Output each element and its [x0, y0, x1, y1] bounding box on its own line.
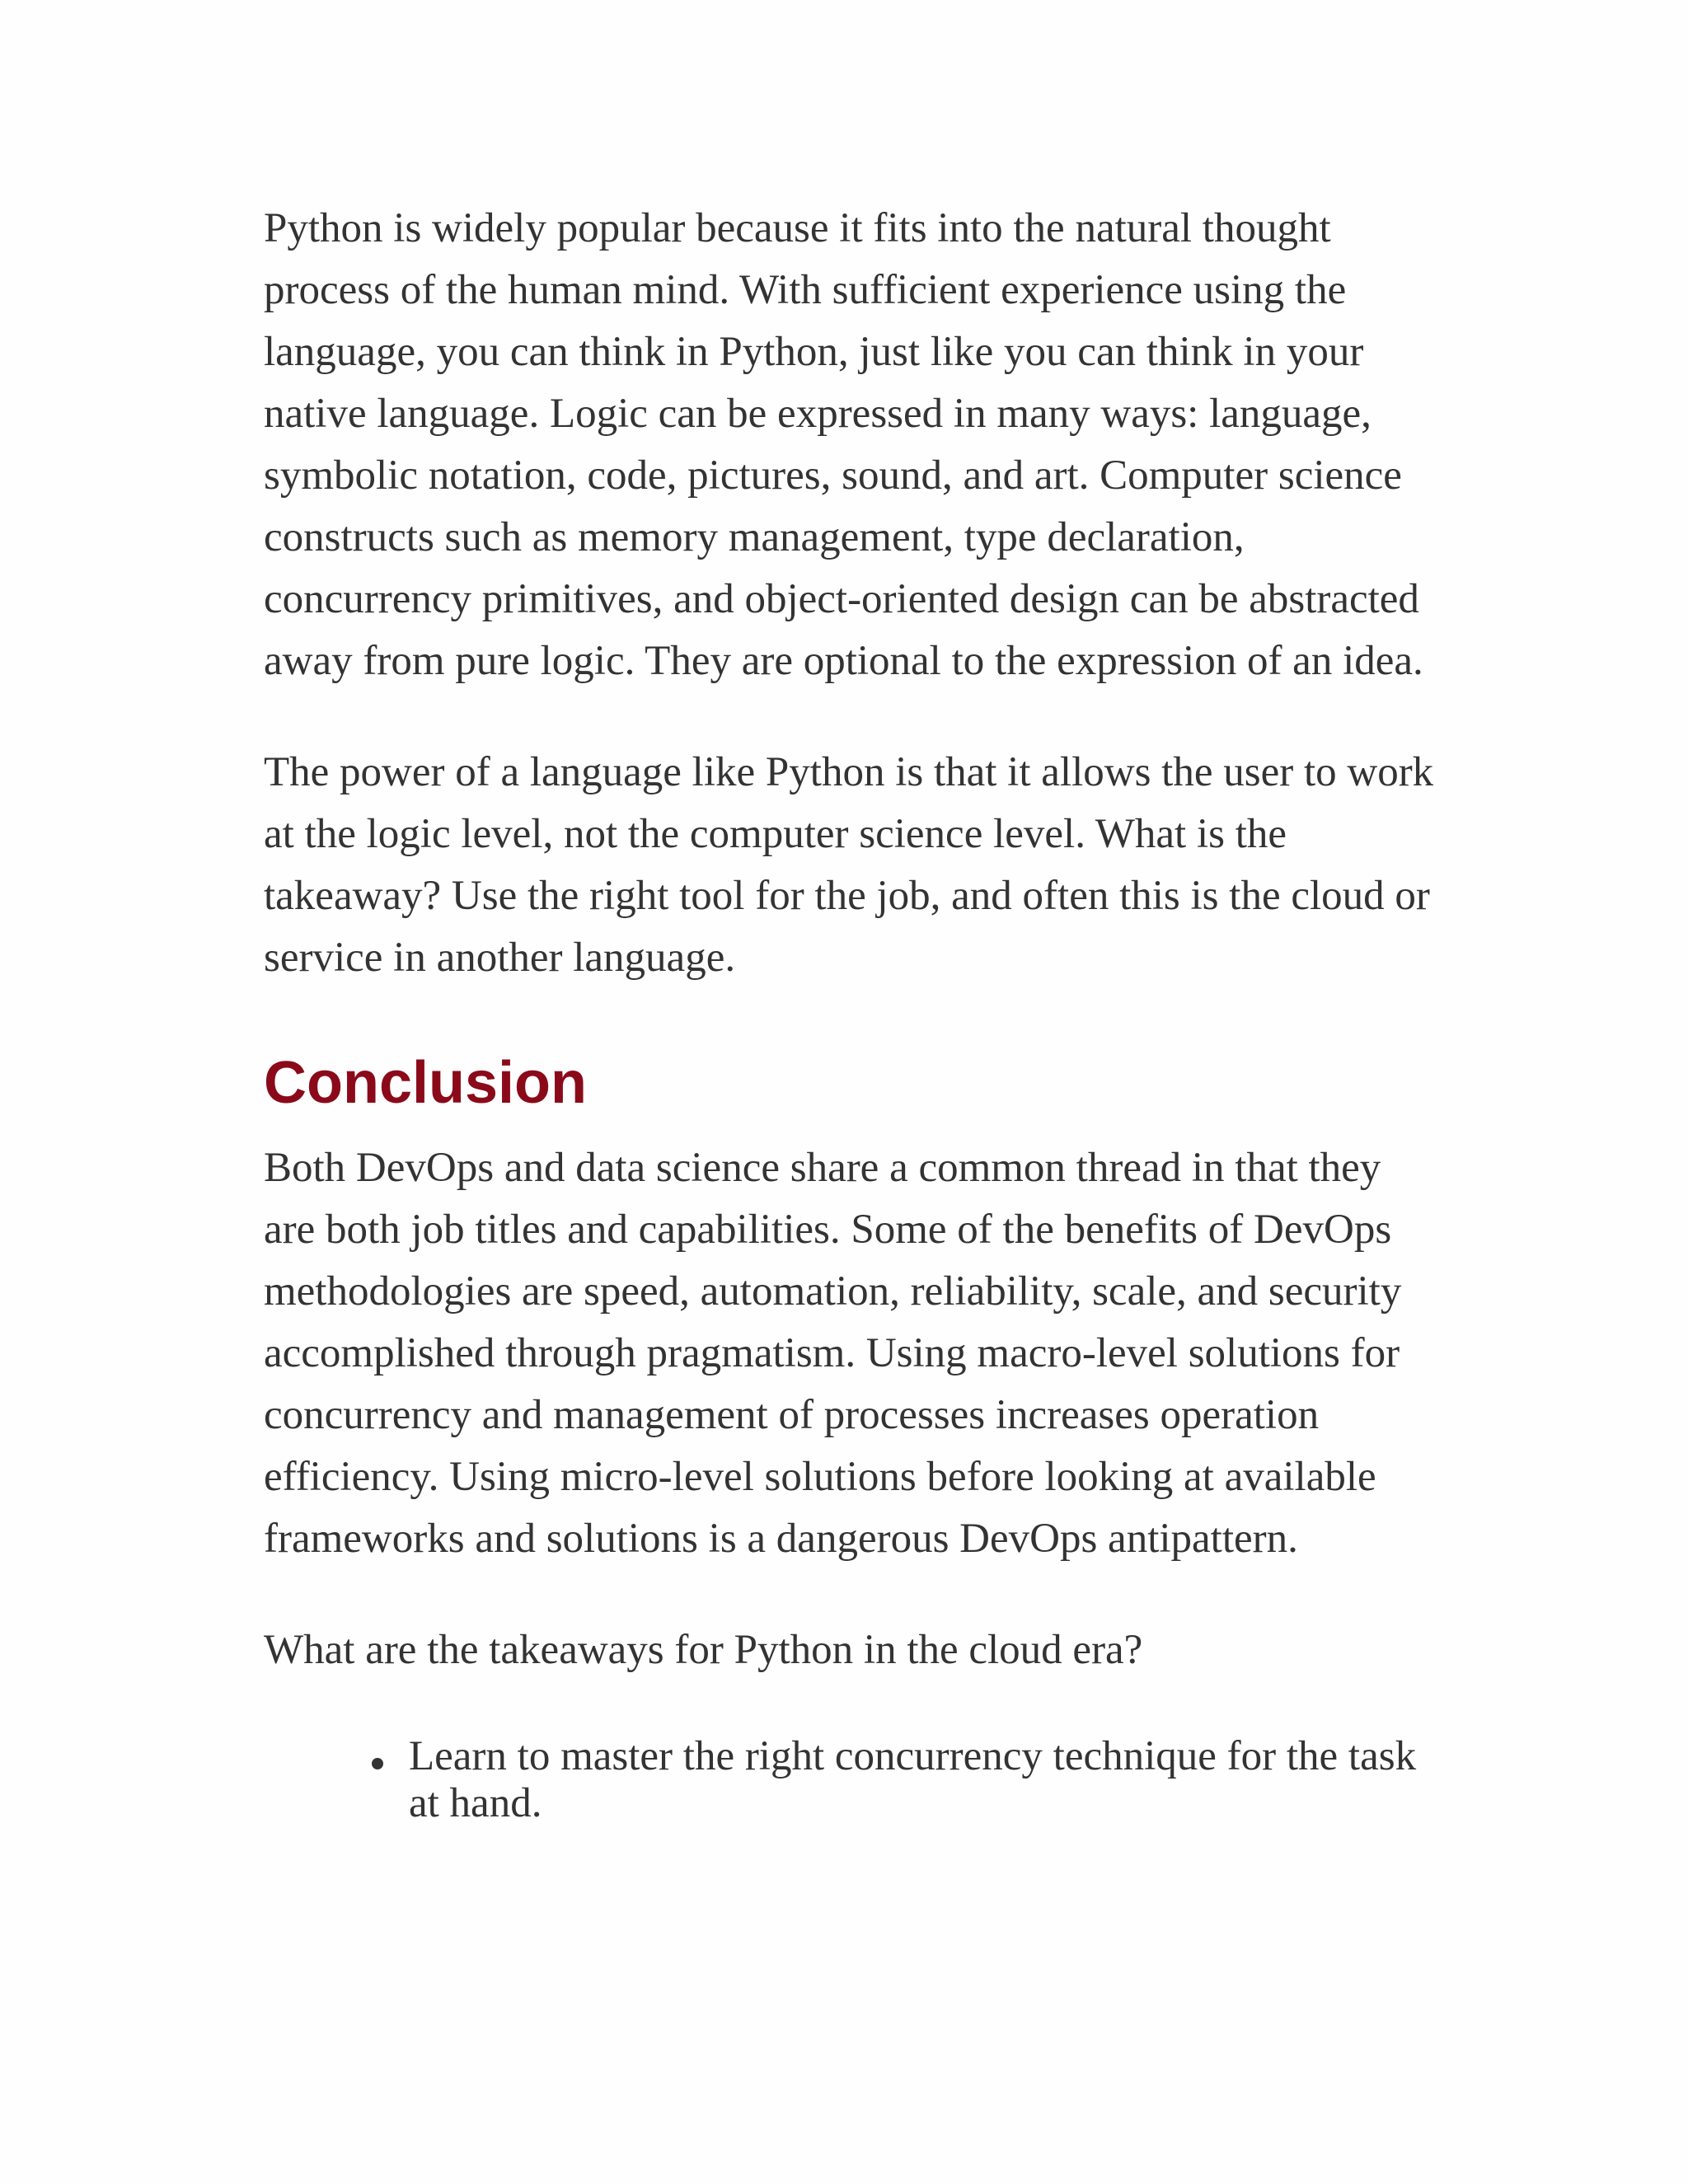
body-paragraph-language-power: The power of a language like Python is that it allows the user to work at the logic level, not the computer science level. What is the takeaway? Use the right tool for the job, and often this is the cloud or service in another language.: [264, 749, 1434, 981]
bullet-icon: [372, 1758, 383, 1769]
section-heading-conclusion: Conclusion: [264, 1050, 587, 1116]
list-item-text: Learn to master the right concurrency technique for the task at hand.: [409, 1733, 1417, 1826]
body-paragraph-devops-data-science: Both DevOps and data science share a common thread in that they are both job titles and capabilities. Some of the benefits of DevOps methodologies are speed, automation, reliability, scale, and security accomplished through pragmatism. Using macro-level solutions for concurrency and management of processes increases operation efficiency. Using micro-level solutions before looking at available frameworks and solutions is a dangerous DevOps antipattern.: [264, 1145, 1402, 1562]
takeaways-list: [264, 1731, 1434, 1827]
list-item: [409, 1731, 1434, 1827]
body-paragraph-python-popularity: Python is widely popular because it fits into the natural thought process of the human mind. With sufficient experience using the language, you can think in Python, just like you can think in your native language. Logic can be expressed in many ways: language, symbolic notation, code, pictures, sound, and art. Computer science constructs such as memory management, type declaration, concurrency primitives, and object-oriented design can be abstracted away from pure logic. They are optional to the expression of an idea.: [264, 205, 1423, 684]
body-paragraph-takeaways-question: What are the takeaways for Python in the cloud era?: [264, 1627, 1143, 1673]
document-page: [264, 198, 1434, 1827]
